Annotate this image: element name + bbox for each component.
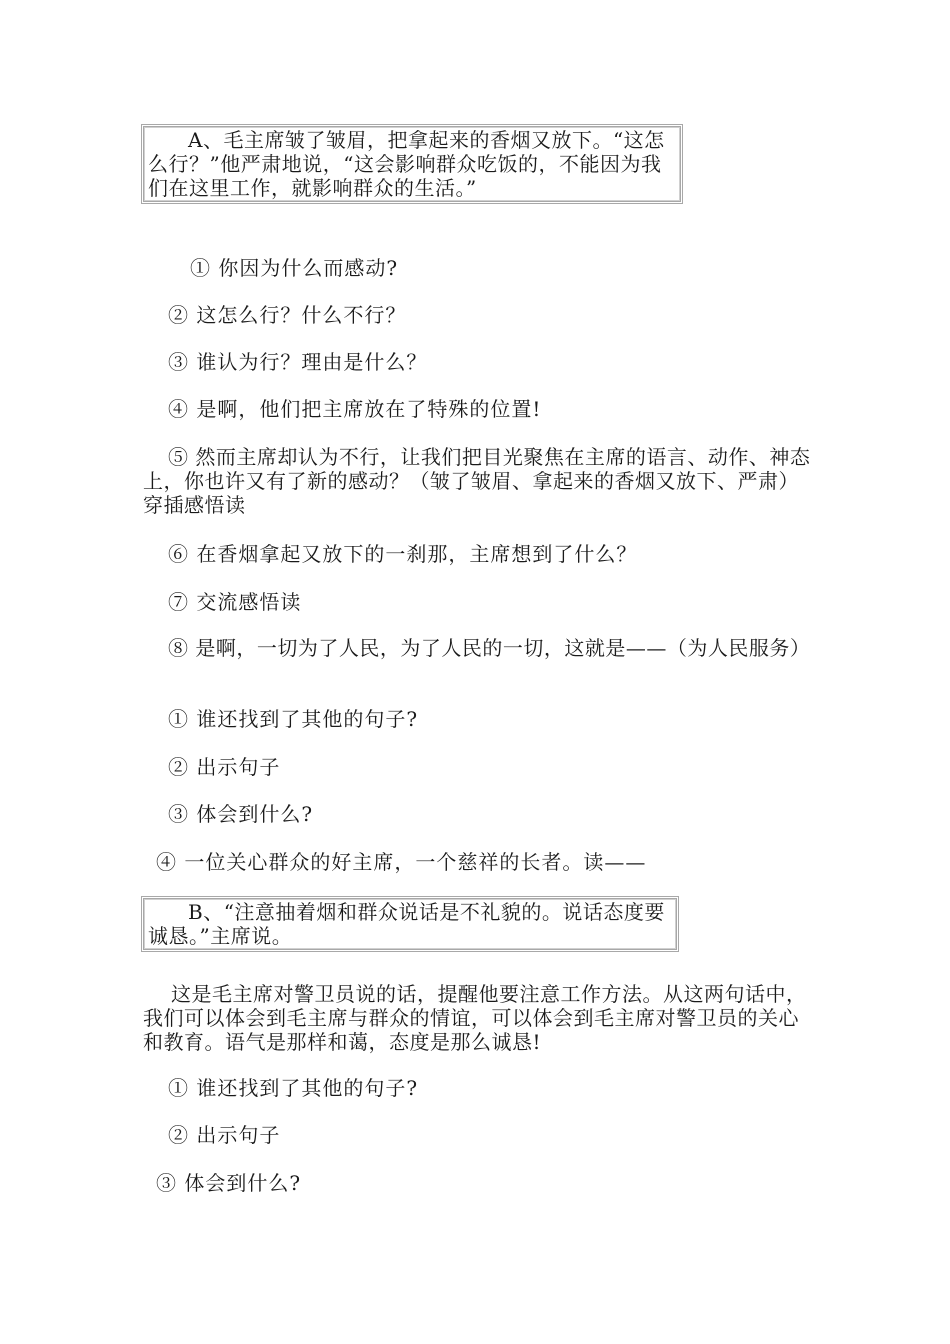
question-item: ② 出示句子 <box>168 755 281 779</box>
question-item: ① 你因为什么而感动? <box>190 256 399 280</box>
question-item: ⑧ 是啊，一切为了人民，为了人民的一切，这就是——（为人民服务） <box>168 636 811 660</box>
question-item: ③ 体会到什么? <box>156 1171 302 1195</box>
question-item: ② 出示句子 <box>168 1123 281 1147</box>
explanation-paragraph: 这是毛主席对警卫员说的话，提醒他要注意工作方法。从这两句话中，我们可以体会到毛主席与群众的情谊，可以体会到毛主席对警卫员的关心和教育。语气是那样和蔼，态度是那么诚恳! <box>143 982 807 1054</box>
question-item: ① 谁还找到了其他的句子? <box>168 1076 419 1100</box>
question-item: ② 这怎么行？什么不行？ <box>168 303 407 327</box>
question-item: ④ 是啊，他们把主席放在了特殊的位置! <box>168 397 542 421</box>
question-item: ⑥ 在香烟拿起又放下的一刹那，主席想到了什么？ <box>168 542 638 566</box>
question-item: ⑦ 交流感悟读 <box>168 590 302 614</box>
question-item: ④ 一位关心群众的好主席，一个慈祥的长者。读—— <box>156 850 647 874</box>
question-item: ③ 谁认为行？理由是什么？ <box>168 350 428 374</box>
quote-box-a <box>141 124 683 204</box>
question-item: ⑤ 然而主席却认为不行，让我们把目光聚焦在主席的语言、动作、神态上，你也许又有了新的感动？（皱了皱眉、拿起来的香烟又放下、严肃）穿插感悟读 <box>143 445 811 517</box>
quote-text-a: A、毛主席皱了皱眉，把拿起来的香烟又放下。“这怎么行？”他严肃地说，“这会影响群众吃饭的，不能因为我们在这里工作，就影响群众的生活。” <box>148 128 665 200</box>
quote-text-b: B、“注意抽着烟和群众说话是不礼貌的。说话态度要诚恳。”主席说。 <box>148 900 665 948</box>
quote-box-b <box>141 896 679 952</box>
question-item: ③ 体会到什么? <box>168 802 314 826</box>
question-item: ① 谁还找到了其他的句子? <box>168 707 419 731</box>
